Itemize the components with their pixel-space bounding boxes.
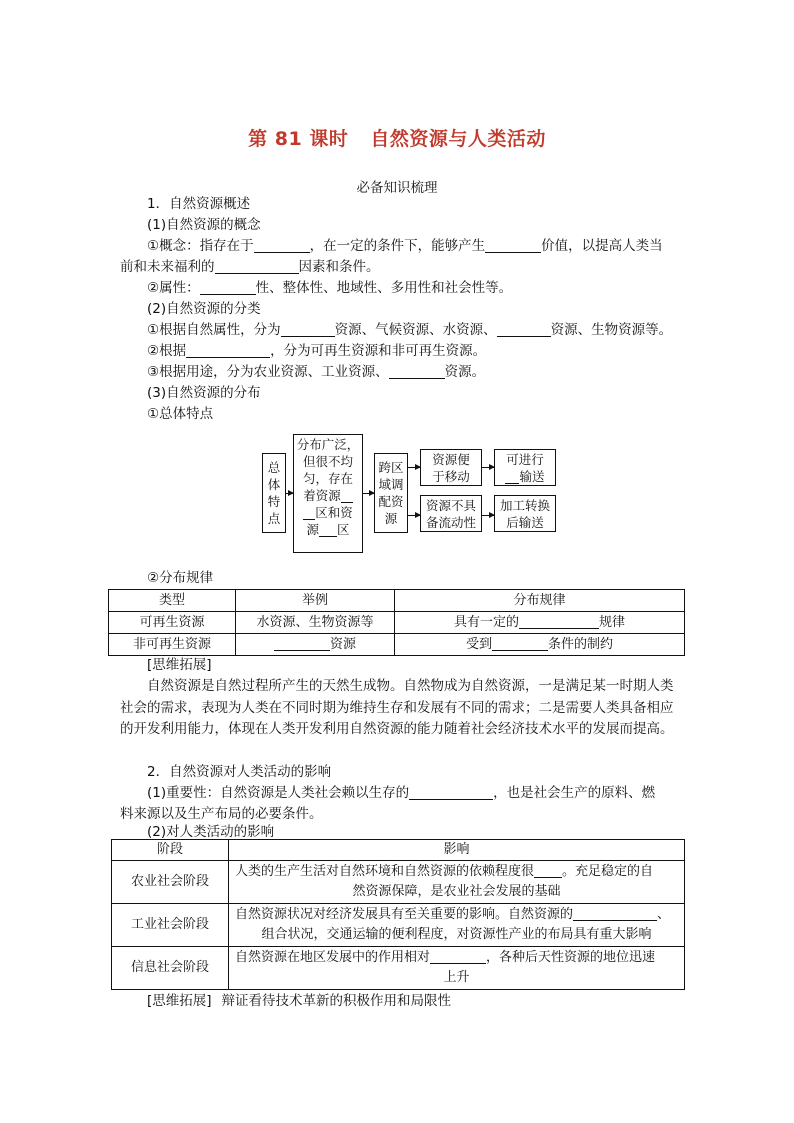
blank[interactable] xyxy=(573,905,657,921)
table-row: 可再生资源 水资源、生物资源等 具有一定的 规律 xyxy=(109,612,685,634)
distribution-diagram xyxy=(259,434,559,554)
table-row: 工业社会阶段 自然资源状况对经济发展具有至关重要的影响。自然资源的 、 组合状况，交通运输的便利程度，对资源性产业的布局具有重大影响 xyxy=(112,904,685,947)
subheading: (2)对人类活动的影响 xyxy=(147,824,275,840)
subheading: (2)自然资源的分类 xyxy=(147,301,261,317)
lesson-topic: 自然资源与人类活动 xyxy=(370,128,546,150)
box-not-mobile: 资源不具 备流动性 xyxy=(420,495,482,532)
blank[interactable] xyxy=(186,342,270,358)
think-line: [思维拓展] 辩证看待技术革新的积极作用和局限性 xyxy=(147,993,452,1009)
think-paragraph: 自然资源是自然过程所产生的天然生成物。自然物成为自然资源，一是满足某一时期人类社会的需求，表现为人类在不同时期为维持生存和发展有不同的需求；二是需要人类具备相应的开发利用能力，体现在人类开发利用自然资源的能力随着社会经济技术水平的发展而提高。 xyxy=(120,678,674,737)
lesson-number: 第 81 课时 xyxy=(248,128,349,150)
blank[interactable] xyxy=(485,237,541,253)
blank[interactable] xyxy=(303,506,315,520)
box-cross-region: 跨区 域调 配资 源 xyxy=(374,453,408,533)
blank[interactable] xyxy=(274,635,330,651)
box-distribution: 分布广泛， 但很不均 匀，存在 着资源 区和资 源 区 xyxy=(293,434,363,553)
classification-line: ②根据 ，分为可再生资源和非可再生资源。 xyxy=(147,343,487,359)
subheading: ①总体特点 xyxy=(147,406,214,422)
impact-table xyxy=(111,839,685,990)
arrow xyxy=(363,493,374,494)
arrow xyxy=(286,493,293,494)
concept-line: ①概念：指存在于 ，在一定的条件下，能够产生 价值，以提高人类当 xyxy=(147,238,663,254)
importance-line-cont: 料来源以及生产布局的必要条件。 xyxy=(120,806,323,822)
subheading: (1)自然资源的概念 xyxy=(147,217,261,233)
blank[interactable] xyxy=(341,489,353,503)
table-row: 非可再生资源 资源 受到 条件的制约 xyxy=(109,634,685,656)
blank[interactable] xyxy=(492,635,548,651)
arrow xyxy=(408,515,420,516)
box-mobile: 资源便 于移动 xyxy=(420,449,482,486)
blank[interactable] xyxy=(389,363,445,379)
distribution-table xyxy=(108,589,685,656)
think-label: [思维拓展] xyxy=(147,657,212,673)
box-overall: 总 体 特 点 xyxy=(262,453,286,533)
blank[interactable] xyxy=(254,237,310,253)
concept-line-cont: 前和未来福利的 因素和条件。 xyxy=(120,259,380,275)
lesson-title xyxy=(0,124,794,151)
box-process: 加工转换 后输送 xyxy=(494,495,556,532)
box-transport: 可进行 输送 xyxy=(494,449,556,486)
table-row: 信息社会阶段 自然资源在地区发展中的作用相对 ，各种后天性资源的地位迅速 上升 xyxy=(112,947,685,990)
blank[interactable] xyxy=(505,470,519,484)
section-heading: 2．自然资源对人类活动的影响 xyxy=(147,764,332,780)
blank[interactable] xyxy=(430,948,486,964)
arrow xyxy=(482,467,494,468)
table-header-row: 阶段 影响 xyxy=(112,840,685,861)
blank[interactable] xyxy=(519,613,599,629)
classification-line: ③根据用途，分为农业资源、工业资源、 资源。 xyxy=(147,364,486,380)
importance-line: (1)重要性：自然资源是人类社会赖以生存的 ，也是社会生产的原料、燃 xyxy=(147,785,656,801)
arrow xyxy=(482,515,494,516)
subheading: ②分布规律 xyxy=(147,570,214,586)
section-subtitle: 必备知识梳理 xyxy=(356,180,438,196)
table-header-row: 类型 举例 分布规律 xyxy=(109,590,685,612)
blank[interactable] xyxy=(534,862,562,878)
subheading: (3)自然资源的分布 xyxy=(147,385,261,401)
section-heading: 1．自然资源概述 xyxy=(147,196,251,212)
blank[interactable] xyxy=(319,523,337,537)
blank[interactable] xyxy=(281,321,335,337)
table-row: 农业社会阶段 人类的生产生活对自然环境和自然资源的依赖程度很 。充足稳定的自 然资源保障，是农业社会发展的基础 xyxy=(112,861,685,904)
blank[interactable] xyxy=(215,258,299,274)
attribute-line: ②属性： 性、整体性、地域性、多用性和社会性等。 xyxy=(147,280,513,296)
blank[interactable] xyxy=(497,321,551,337)
blank[interactable] xyxy=(409,784,493,800)
arrow xyxy=(408,467,420,468)
classification-line: ①根据自然属性，分为 资源、气候资源、水资源、 资源、生物资源等。 xyxy=(147,322,673,338)
blank[interactable] xyxy=(200,279,256,295)
